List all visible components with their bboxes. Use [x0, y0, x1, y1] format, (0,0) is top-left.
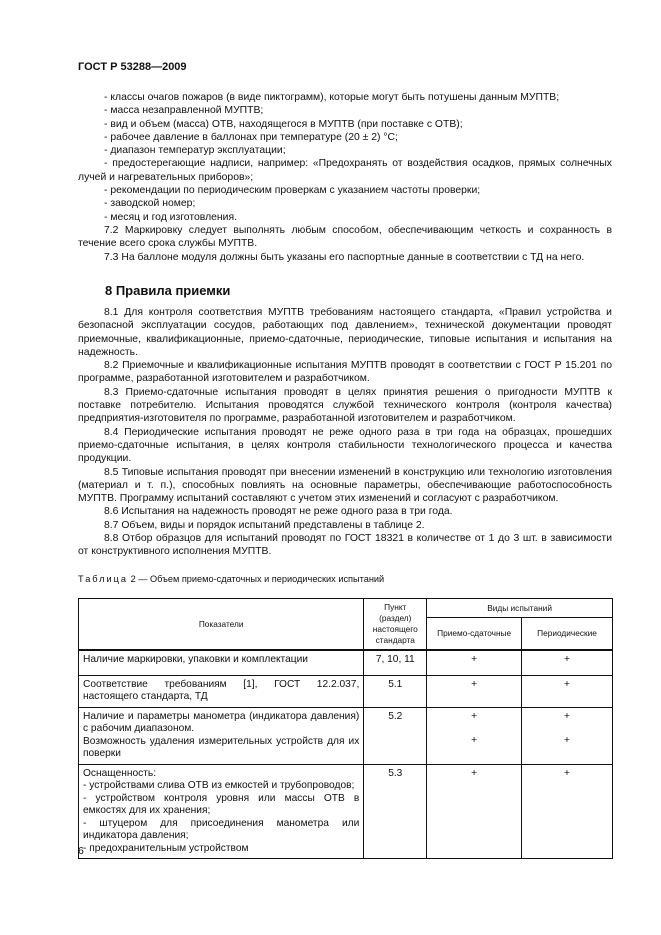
- table-row: [79, 650, 613, 675]
- header-test-types: Виды испытаний: [427, 599, 613, 618]
- table-row: [79, 707, 613, 764]
- tests-table: [78, 598, 613, 859]
- cell-clause: 5.3: [364, 764, 427, 859]
- header-periodic: Периодические: [522, 618, 613, 650]
- list-item: - предостерегающие надписи, например: «Предохранять от воздействия осадков, прямых солнечных лучей и нагревательных приборов»;: [78, 158, 612, 183]
- paragraph: 7.3 На баллоне модуля должны быть указаны его паспортные данные в соответствии с ТД на него.: [104, 251, 585, 263]
- paragraph: 8.7 Объем, виды и порядок испытаний представлены в таблице 2.: [104, 519, 425, 531]
- cell-indicator: [79, 764, 364, 859]
- cell-indicator: Соответствие требованиям [1], ГОСТ 12.2.037, настоящего стандарта, ТД: [79, 675, 364, 707]
- indicator-sub-item: - предохранительным устройством: [83, 842, 249, 854]
- cell-acceptance: +: [427, 675, 522, 707]
- cell-periodic: +: [522, 675, 613, 707]
- section-8-text: [78, 306, 612, 559]
- list-item: - диапазон температур эксплуатации;: [104, 145, 286, 157]
- list-item: - классы очагов пожаров (в виде пиктограмм), которые могут быть потушены данным МУПТВ;: [104, 92, 560, 103]
- table-caption: [78, 574, 384, 584]
- paragraph: 7.2 Маркировку следует выполнять любым способом, обеспечивающим четкость и сохранность в течение всего срока службы МУПТВ.: [78, 224, 612, 250]
- cell-indicator: [79, 707, 364, 764]
- indicator-sub-item: - штуцером для присоединения манометра или индикатора давления;: [83, 817, 360, 841]
- paragraph: 8.5 Типовые испытания проводят при внесении изменений в конструкцию или технологию изготовления (материал и т. п.), способных повлиять на основные параметры, обеспечивающие работоспособность МУПТВ. Программу испытаний составляют с учетом этих изменений и согласуют с разработчиком.: [78, 466, 612, 505]
- list-item: - рабочее давление в баллонах при температуре (20 ± 2) °С;: [104, 131, 398, 143]
- document-header: ГОСТ Р 53288—2009: [78, 61, 187, 73]
- list-item: - рекомендации по периодическим проверкам с указанием частоты проверки;: [104, 185, 481, 197]
- cell-indicator: Наличие маркировки, упаковки и комплектации: [79, 650, 364, 675]
- mark: +: [564, 710, 570, 722]
- cell-acceptance: [427, 707, 522, 764]
- table-row: [79, 675, 613, 707]
- cell-periodic: [522, 707, 613, 764]
- paragraph: 8.8 Отбор образцов для испытаний проводят по ГОСТ 18321 в количестве от 1 до 3 шт. в зависимости от конструктивного исполнения МУПТВ.: [78, 533, 612, 558]
- indicator-line: Наличие и параметры манометра (индикатора давления) с рабочим диапазоном.: [83, 710, 360, 734]
- paragraph: 8.1 Для контроля соответствия МУПТВ требованиям настоящего стандарта, «Правил устройства и безопасной эксплуатации сосудов, работающих под давлением», технической документации проводят приемочные, квалификационные, приемо-сдаточные, периодические, типовые испытания и испытания на надежность.: [78, 307, 612, 358]
- header-clause: Пункт (раздел) настоящего стандарта: [364, 599, 427, 651]
- indicator-line: Оснащенность:: [83, 767, 157, 779]
- cell-periodic: +: [522, 650, 613, 675]
- paragraph: 8.6 Испытания на надежность проводят не реже одного раза в три года.: [104, 506, 453, 518]
- header-acceptance: Приемо-сдаточные: [427, 618, 522, 650]
- cell-acceptance: +: [427, 764, 522, 859]
- list-item: - вид и объем (масса) ОТВ, находящегося в МУПТВ (при поставке с ОТВ);: [104, 118, 463, 130]
- mark: +: [471, 735, 478, 746]
- cell-periodic: +: [522, 764, 613, 859]
- mark: +: [471, 710, 478, 722]
- section-7-text: [78, 91, 612, 264]
- cell-clause: 7, 10, 11: [364, 650, 427, 675]
- indicator-sub-item: - устройством контроля уровня или массы ОТВ в емкостях для их хранения;: [83, 792, 360, 816]
- caption-text: 2 — Объем приемо-сдаточных и периодических испытаний: [130, 574, 385, 584]
- table-row: [79, 764, 613, 859]
- cell-clause: 5.2: [364, 707, 427, 764]
- cell-clause: 5.1: [364, 675, 427, 707]
- paragraph: 8.3 Приемо-сдаточные испытания проводят в целях принятия решения о пригодности МУПТВ к поставке потребителю. Испытания проводятся службой технического контроля (контроля качества) предприятия-изготовителя по программе, разработанной изготовителем и разработчиком.: [78, 386, 612, 425]
- list-item: - месяц и год изготовления.: [104, 211, 237, 223]
- paragraph: 8.2 Приемочные и квалификационные испытания МУПТВ проводят в соответствии с ГОСТ Р 15.201 по программе, разработанной изготовителем и разработчиком.: [78, 360, 612, 385]
- cell-acceptance: +: [427, 650, 522, 675]
- indicator-line: Возможность удаления измерительных устройств для их поверки: [83, 735, 360, 759]
- list-item: - заводской номер;: [104, 198, 196, 210]
- paragraph: 8.4 Периодические испытания проводят не реже одного раза в три года на образцах, прошедших приемо-сдаточные испытания, в целях контроля стабильности технологического процесса и качества продукции.: [78, 426, 612, 465]
- caption-label: Таблица: [78, 574, 129, 584]
- list-item: - масса незаправленной МУПТВ;: [104, 105, 264, 117]
- mark: +: [564, 735, 570, 746]
- indicator-sub-item: - устройствами слива ОТВ из емкостей и трубопроводов;: [83, 780, 355, 791]
- section-title: 8 Правила приемки: [105, 283, 231, 298]
- header-indicators: Показатели: [79, 599, 364, 651]
- page-number: 6: [78, 845, 84, 857]
